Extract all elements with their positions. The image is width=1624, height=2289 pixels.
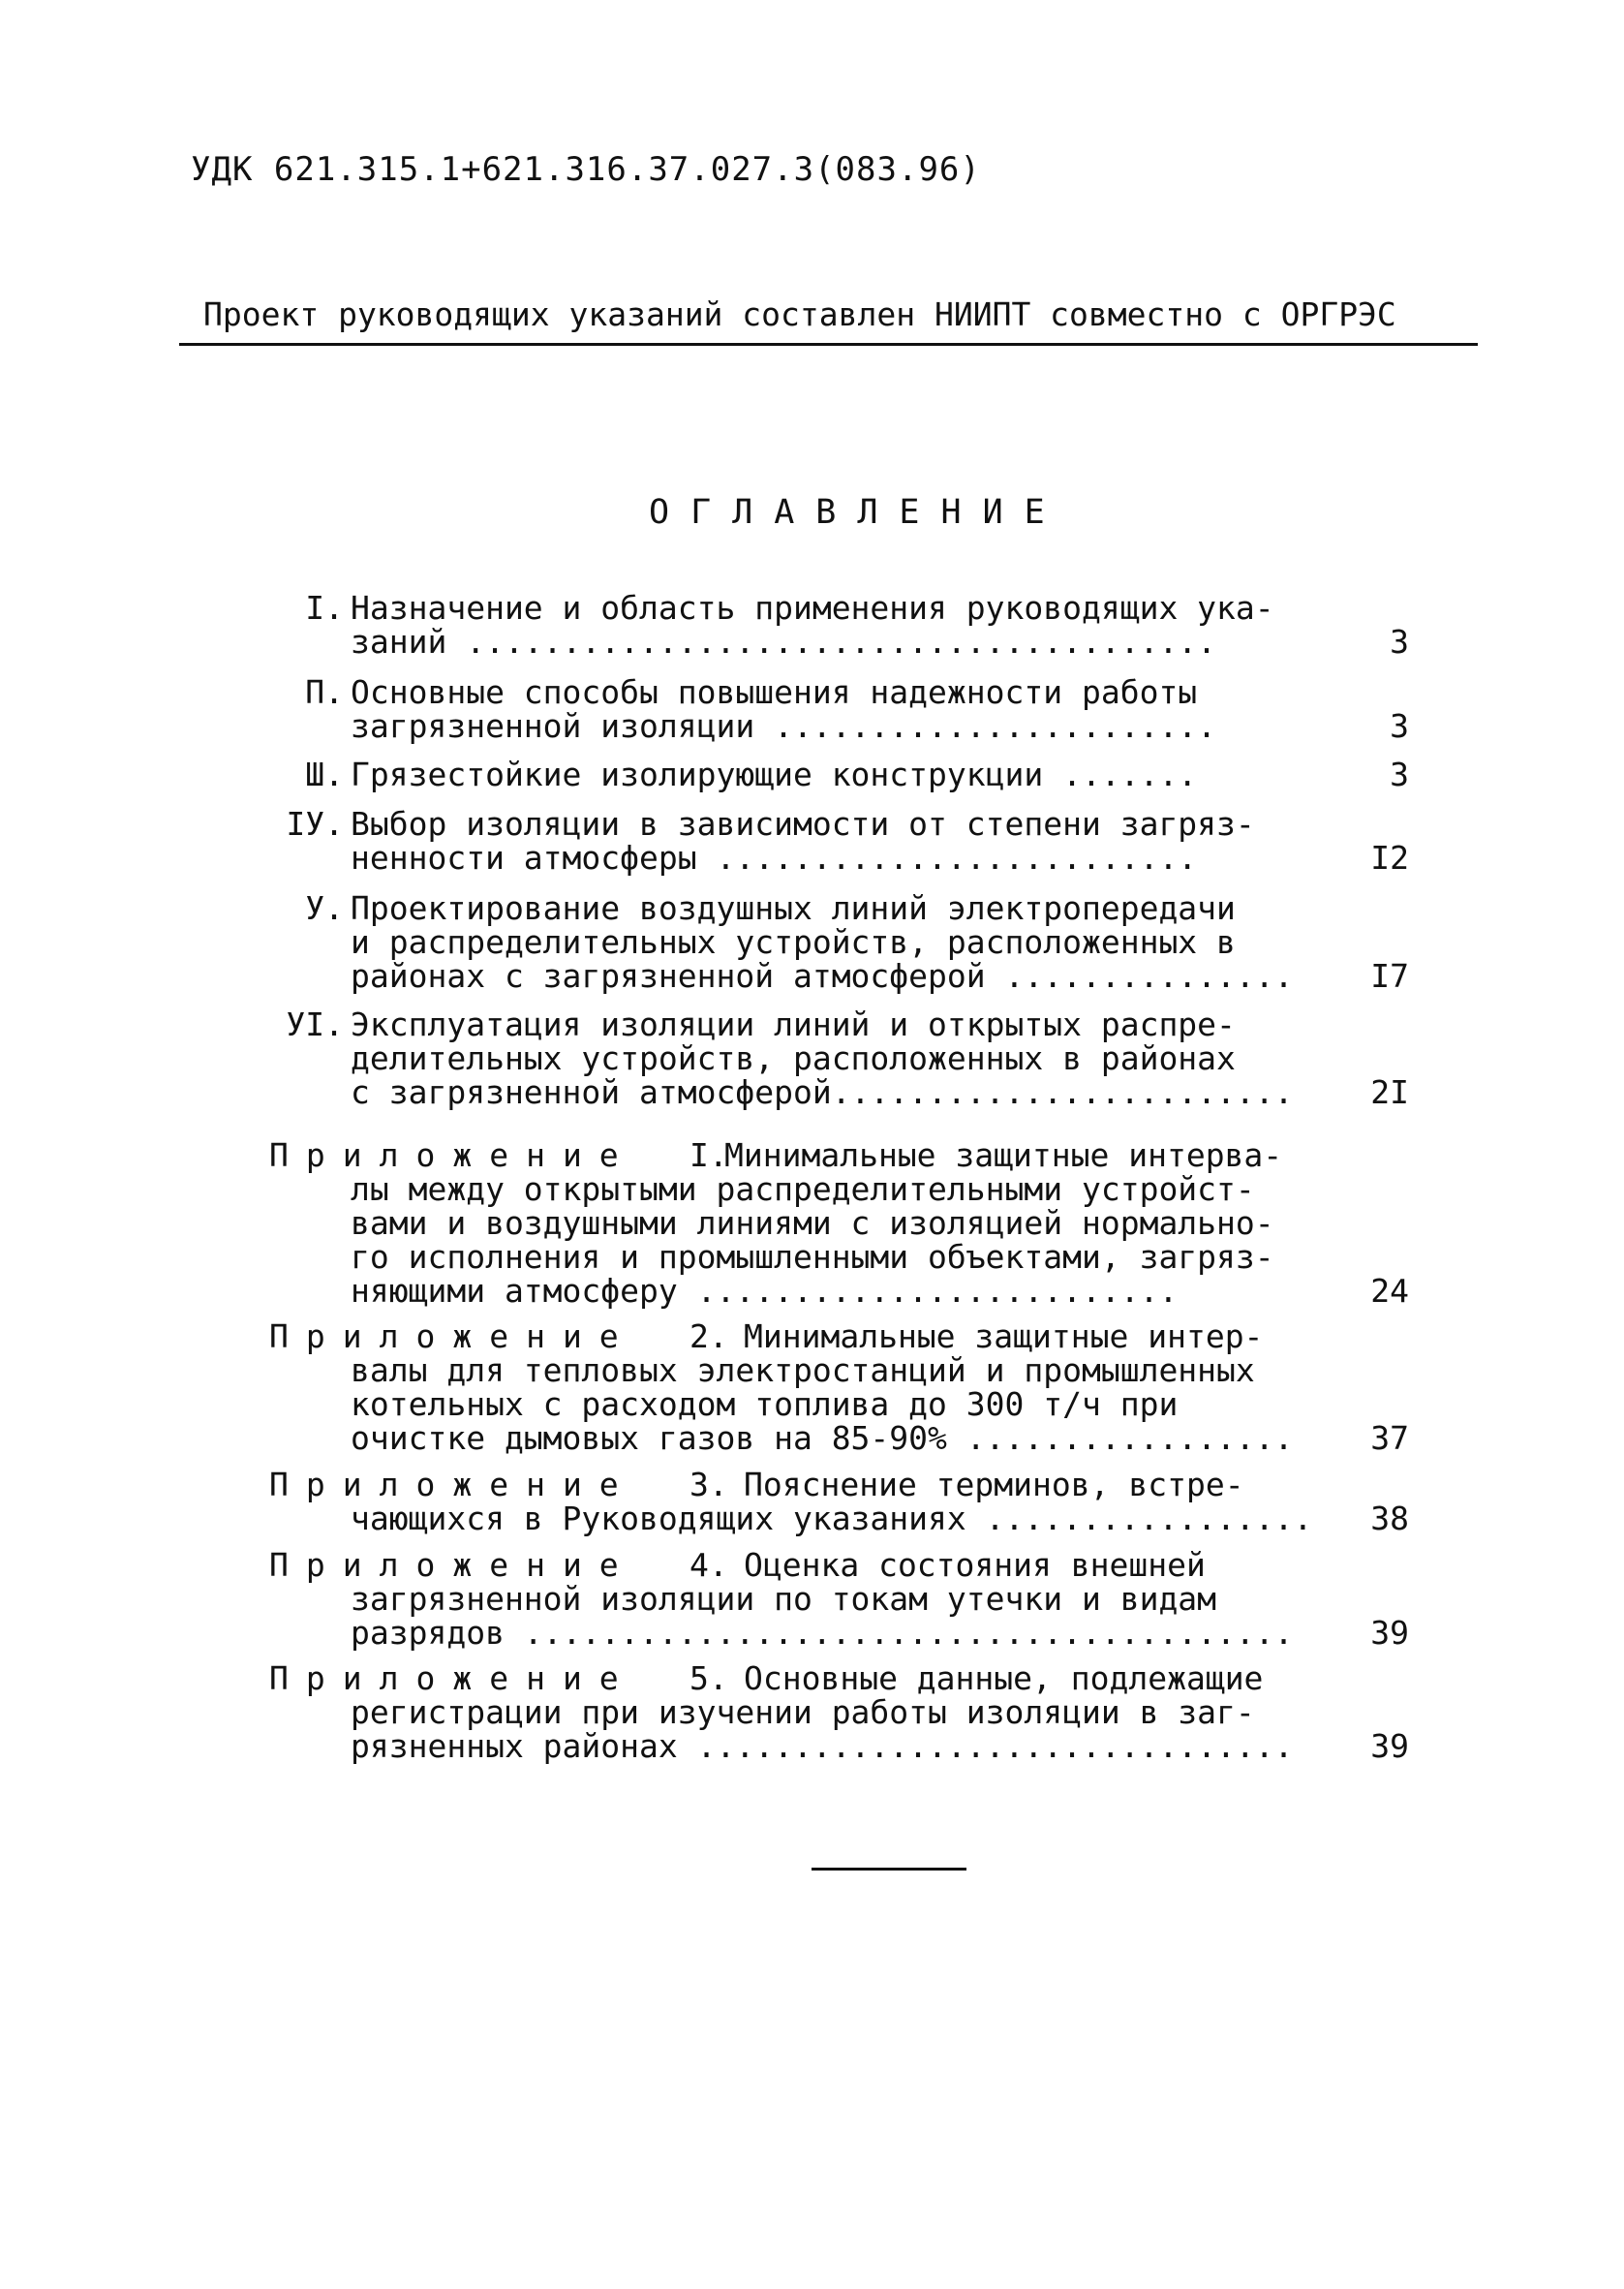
section-page: 3 <box>1390 707 1409 745</box>
appendix-word: Приложение <box>269 1546 636 1584</box>
section-number: IУ. <box>286 805 344 843</box>
appendix-line: разрядов ........................................ <box>351 1614 1294 1652</box>
appendix-line: очистке дымовых газов на 85-90% ................. <box>351 1419 1294 1457</box>
section-number: УI. <box>286 1005 344 1043</box>
appendix-number: 3. <box>689 1466 728 1503</box>
udk-code: УДК 621.315.1+621.316.37.027.3(083.96) <box>191 150 981 189</box>
section-line: Грязестойкие изолирующие конструкции ....... <box>351 756 1198 793</box>
appendix-line: валы для тепловых электростанций и промышленных <box>351 1351 1255 1389</box>
author-note: Проект руководящих указаний составлен НИИПТ совместно с ОРГРЭС <box>203 295 1396 333</box>
section-number: Ш. <box>305 756 344 793</box>
appendix-word: Приложение <box>269 1466 636 1503</box>
appendix-line: рязненных районах ............................... <box>351 1727 1294 1765</box>
section-line: заний ....................................... <box>351 623 1217 661</box>
section-line: с загрязненной атмосферой........................ <box>351 1073 1294 1111</box>
appendix-line: Оценка состояния внешней <box>744 1546 1206 1584</box>
section-number: I. <box>305 589 344 627</box>
appendix-line: чающихся в Руководящих указаниях ................. <box>351 1500 1313 1537</box>
appendix-page: 37 <box>1370 1419 1409 1457</box>
author-underline <box>179 343 1478 346</box>
appendix-line: Минимальные защитные интерва- <box>724 1136 1283 1174</box>
appendix-number: 4. <box>689 1546 728 1584</box>
appendix-number: 2. <box>689 1317 728 1355</box>
appendix-number: 5. <box>689 1659 728 1697</box>
appendix-line: котельных с расходом топлива до 300 т/ч при <box>351 1385 1179 1423</box>
section-page: 3 <box>1390 623 1409 661</box>
appendix-page: 39 <box>1370 1614 1409 1652</box>
appendix-line: Основные данные, подлежащие <box>744 1659 1264 1697</box>
section-line: загрязненной изоляции ....................... <box>351 707 1217 745</box>
appendix-line: вами и воздушными линиями с изоляцией нормально- <box>351 1204 1274 1242</box>
appendix-line: Пояснение терминов, встре- <box>744 1466 1244 1503</box>
section-line: Эксплуатация изоляции линий и открытых распре- <box>351 1005 1236 1043</box>
appendix-word: Приложение <box>269 1136 636 1174</box>
appendix-line: загрязненной изоляции по токам утечки и видам <box>351 1580 1217 1618</box>
section-page: 3 <box>1390 756 1409 793</box>
appendix-line: Минимальные защитные интер- <box>744 1317 1264 1355</box>
section-page: 2I <box>1370 1073 1409 1111</box>
section-line: Основные способы повышения надежности работы <box>351 673 1198 711</box>
appendix-word: Приложение <box>269 1317 636 1355</box>
appendix-line: няющими атмосферу ......................... <box>351 1272 1179 1310</box>
section-line: районах с загрязненной атмосферой ............... <box>351 957 1294 995</box>
toc-title: ОГЛАВЛЕНИЕ <box>649 493 1066 532</box>
appendix-page: 24 <box>1370 1272 1409 1310</box>
section-line: и распределительных устройств, расположенных в <box>351 923 1236 961</box>
appendix-line: го исполнения и промышленными объектами, загряз- <box>351 1238 1274 1276</box>
section-number: У. <box>305 889 344 927</box>
appendix-line: регистрации при изучении работы изоляции в заг- <box>351 1693 1255 1731</box>
appendix-word: Приложение <box>269 1659 636 1697</box>
appendix-number: I. <box>689 1136 728 1174</box>
appendix-page: 39 <box>1370 1727 1409 1765</box>
section-page: I2 <box>1370 839 1409 877</box>
section-line: Проектирование воздушных линий электропередачи <box>351 889 1236 927</box>
section-page: I7 <box>1370 957 1409 995</box>
appendix-line: лы между открытыми распределительными устройст- <box>351 1170 1255 1208</box>
section-line: Выбор изоляции в зависимости от степени загряз- <box>351 805 1255 843</box>
section-line: ненности атмосферы ......................... <box>351 839 1198 877</box>
section-number: П. <box>305 673 344 711</box>
end-divider <box>812 1868 966 1871</box>
appendix-page: 38 <box>1370 1500 1409 1537</box>
section-line: Назначение и область применения руководящих ука- <box>351 589 1274 627</box>
section-line: делительных устройств, расположенных в районах <box>351 1039 1236 1077</box>
